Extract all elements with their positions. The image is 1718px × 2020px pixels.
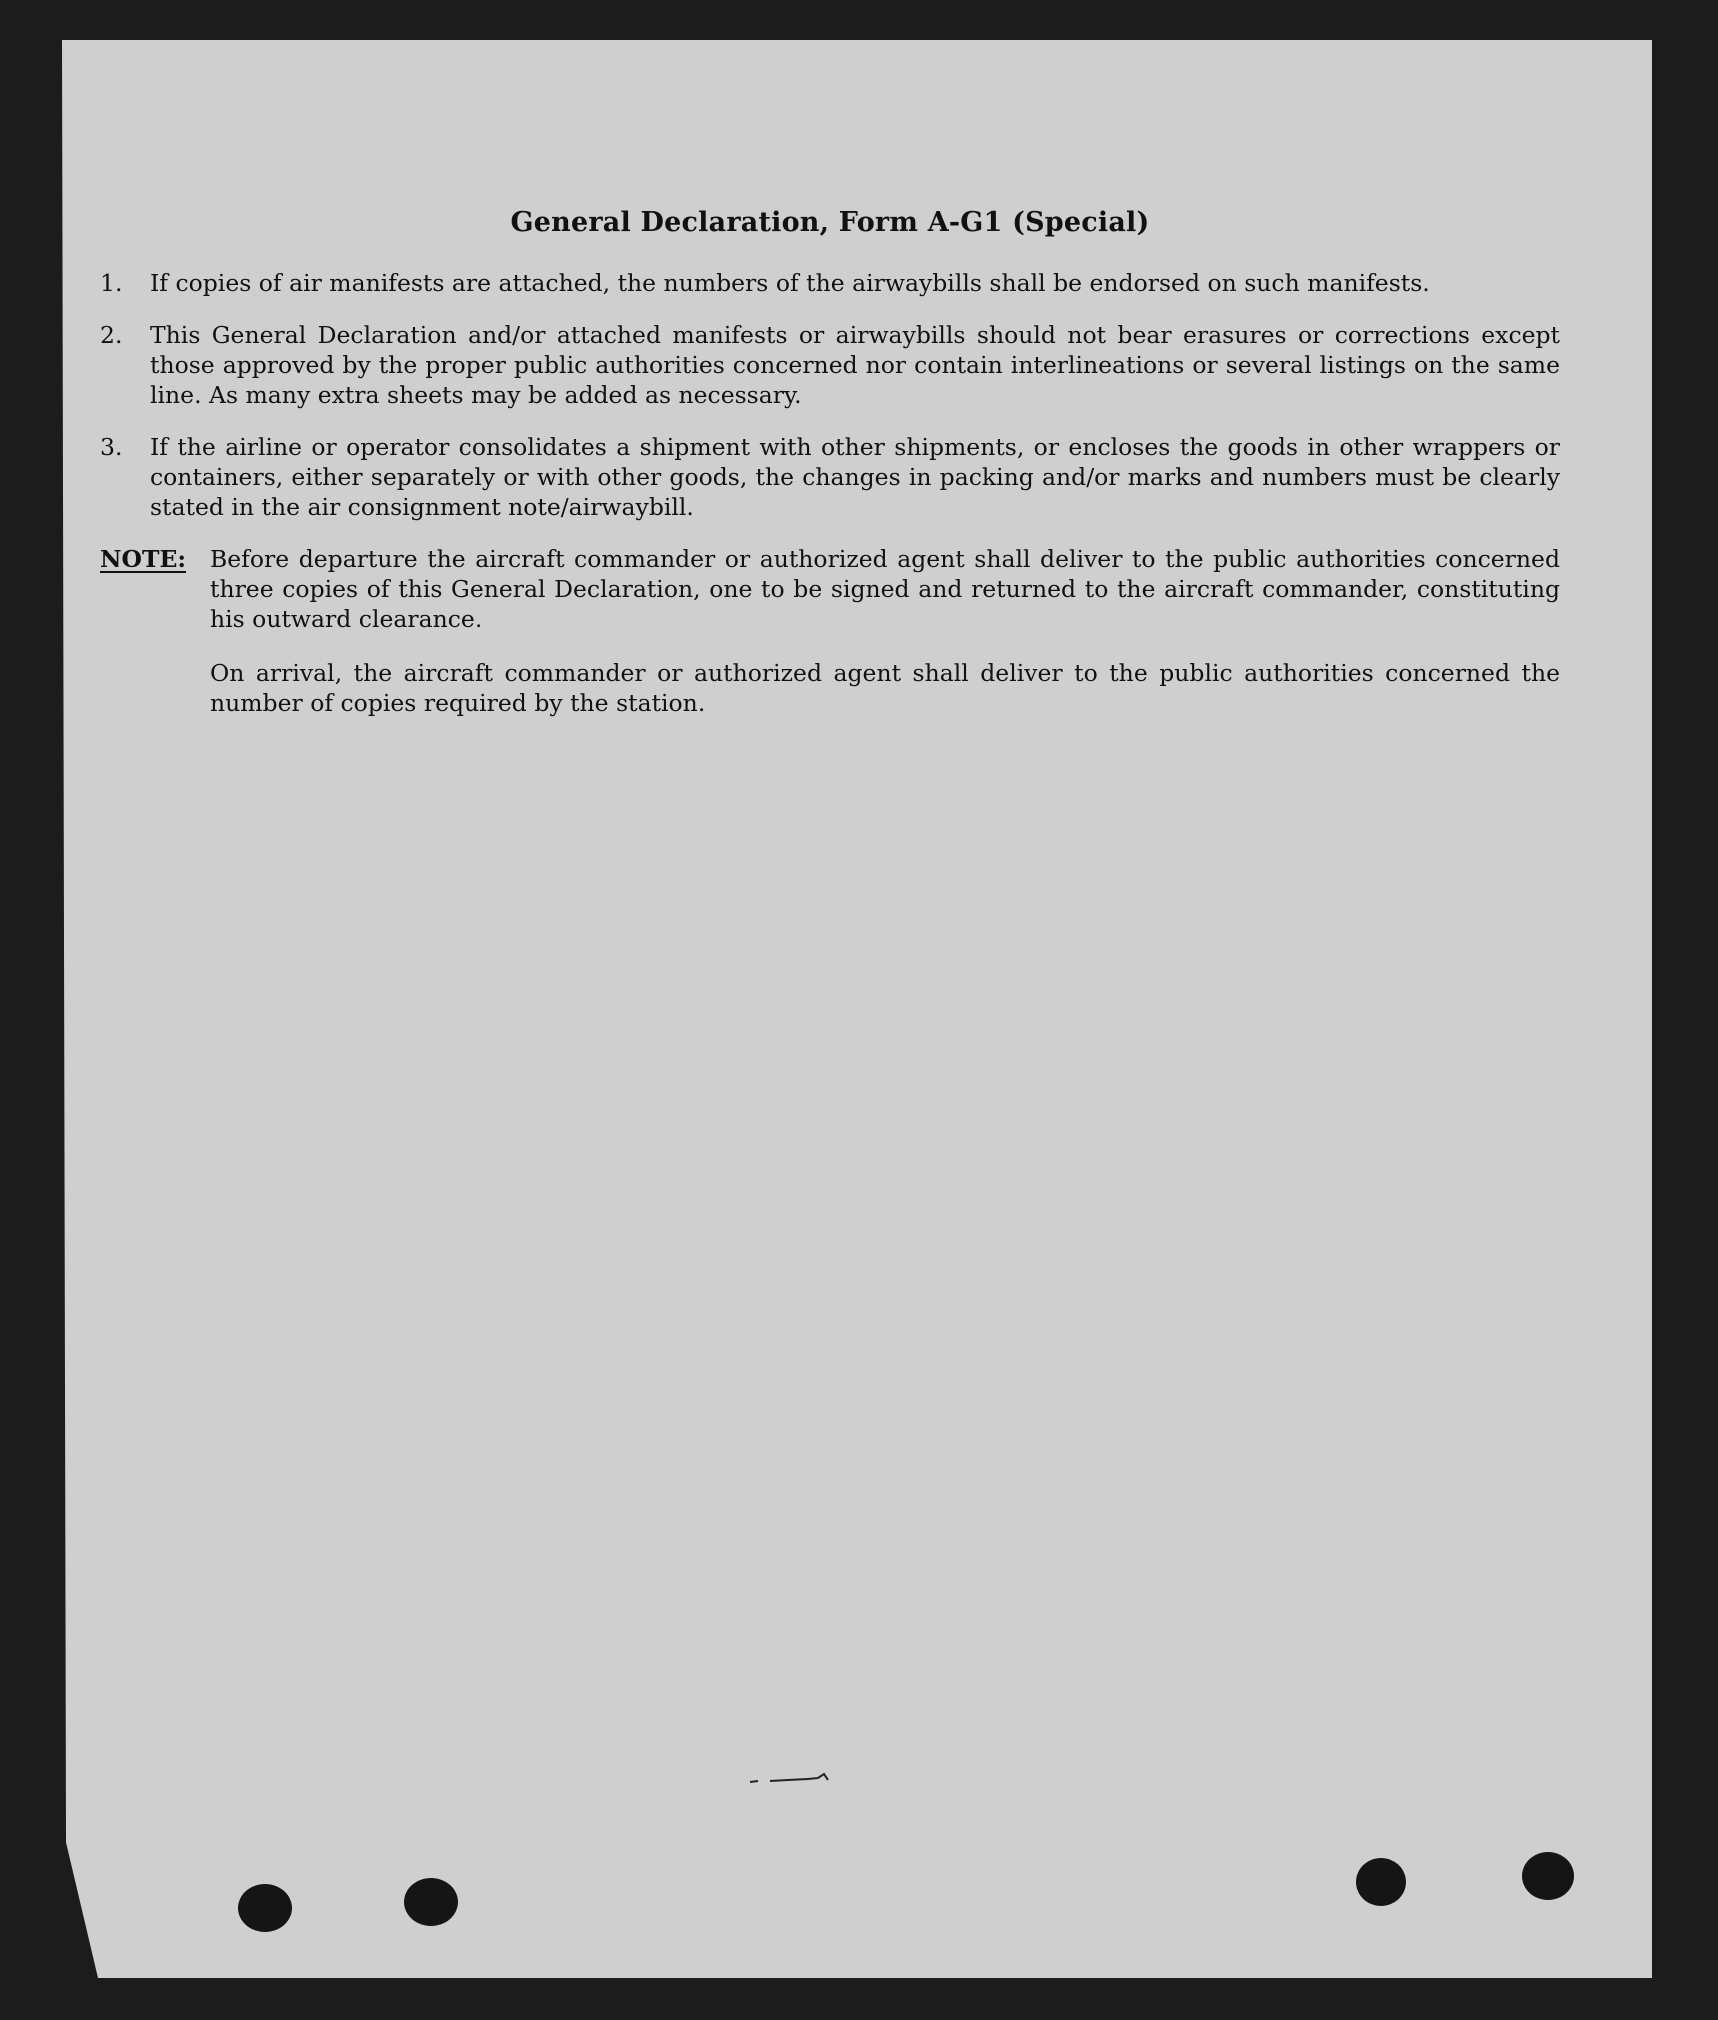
document-content: [100, 170, 1560, 742]
item-number: 3.: [100, 433, 123, 461]
note-section: [100, 544, 1560, 742]
item-number: 1.: [100, 269, 123, 297]
list-item-1: [100, 268, 1560, 298]
note-body: [210, 544, 1560, 742]
note-label: NOTE:: [100, 545, 187, 573]
list-item-2: [100, 320, 1560, 410]
punch-hole: [1356, 1858, 1406, 1906]
item-text: This General Declaration and/or attached manifests or airwaybills should not bear erasures or corrections except those approved by the proper public authorities concerned nor contain interlineations or several listings on the same line. As many extra sheets may be added as necessary.: [150, 321, 1560, 409]
punch-hole: [404, 1878, 458, 1926]
item-text: If the airline or operator consolidates a shipment with other shipments, or encloses the goods in other wrappers or containers, either separately or with other goods, the changes in packing and/or marks and numbers must be clearly stated in the air consignment note/airwaybill.: [150, 433, 1560, 521]
item-number: 2.: [100, 321, 123, 349]
document-title: General Declaration, Form A-G1 (Special): [510, 207, 1150, 238]
ink-mark: [748, 1772, 838, 1786]
punch-hole: [1522, 1852, 1574, 1900]
punch-hole: [238, 1884, 292, 1932]
list-item-3: [100, 432, 1560, 522]
item-text: If copies of air manifests are attached, the numbers of the airwaybills shall be endorsed on such manifests.: [150, 269, 1430, 297]
note-paragraph: Before departure the aircraft commander or authorized agent shall deliver to the public authorities concerned three copies of this General Declaration, one to be signed and returned to the aircraft commander, constituting his outward clearance.: [210, 545, 1560, 633]
note-paragraph: On arrival, the aircraft commander or authorized agent shall deliver to the public authorities concerned the number of copies required by the station.: [210, 659, 1560, 717]
